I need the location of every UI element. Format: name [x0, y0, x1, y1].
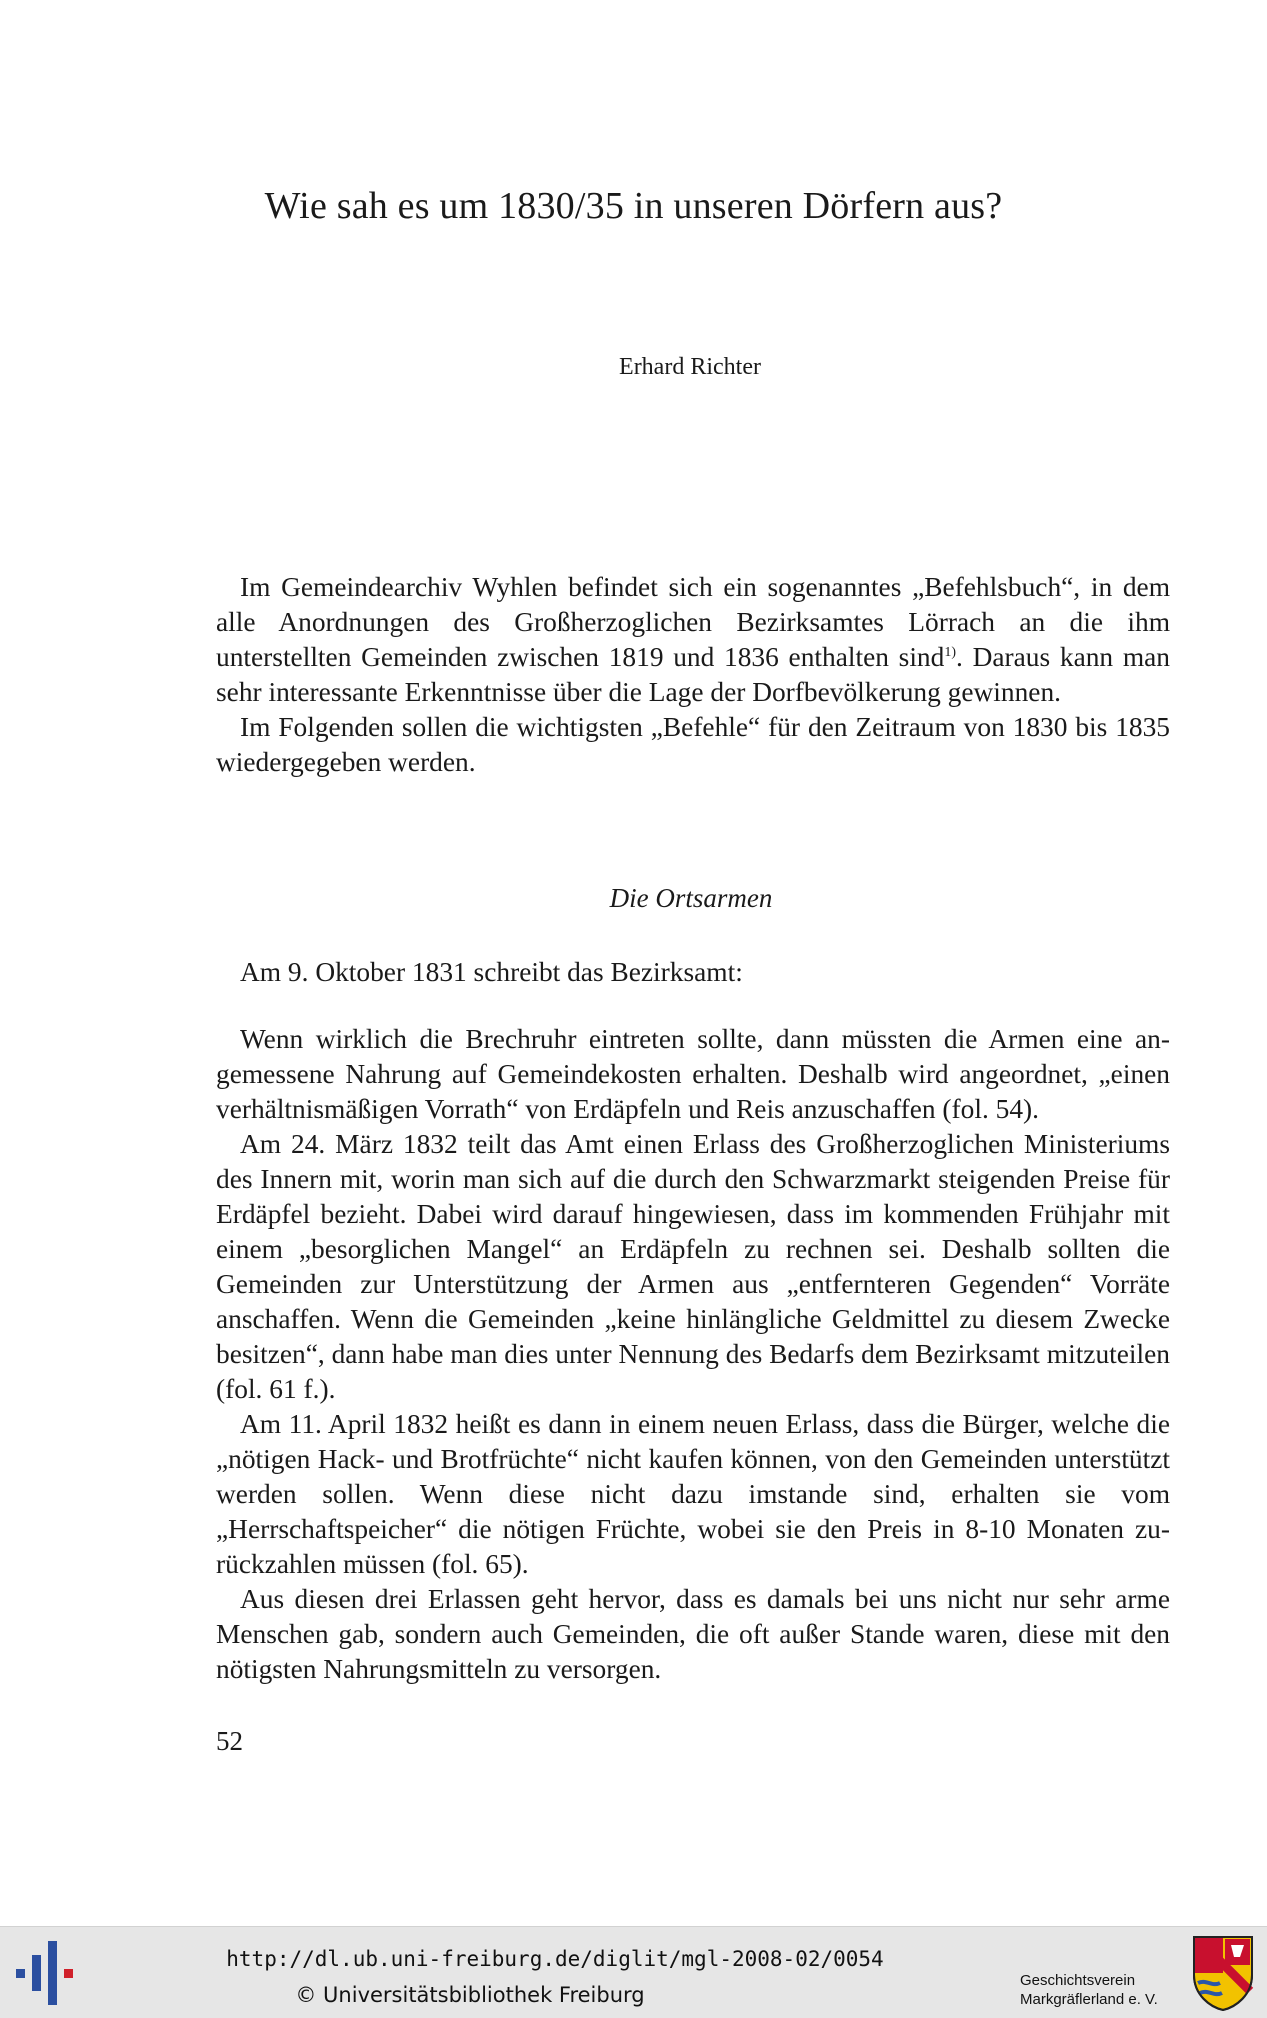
footer-url-link[interactable]: http://dl.ub.uni-freiburg.de/diglit/mgl-2008-02/0054 — [226, 1947, 884, 1971]
coat-of-arms-icon[interactable] — [1192, 1935, 1254, 2011]
footnote-marker[interactable]: 1) — [944, 645, 956, 660]
body-paragraph: Am 24. März 1832 teilt das Amt einen Erlass des Großherzoglichen Ministeriums des Innern mit, worin man sich auf die durch den Schwarzmarkt steigenden Preise für Erdäpfel bezieht. Dabei wird darauf hingewiesen, dass im kommenden Frühjahr mit einem „besorglichen Mangel“ an Erdäpfeln zu rechnen sei. Deshalb sollten die Gemeinden zur Unterstützung der Armen aus „entfernteren Gegenden“ Vorräte anschaffen. Wenn die Gemeinden „keine hinlängliche Geldmittel zu diesem Zwecke besitzen“, dann habe man dies unter Nennung des Bedarfs dem Bezirksamt mitzuteilen (fol. 61 f.). — [216, 1129, 1170, 1404]
intro-paragraph: Im Folgenden sollen die wichtigsten „Befehle“ für den Zeitraum von 1830 bis 1835 wiedergegeben werden. — [216, 712, 1170, 777]
footer-bar — [0, 1926, 1267, 2018]
intro-text: Im Gemeindearchiv Wyhlen befindet sich ein sogenanntes „Befehlsbuch“, in dem alle Anordnungen des Großherzoglichen Bezirksamtes Lörrach an die ihm unterstellten Gemeinden zwischen 1819 und 1836 enthalten sind — [216, 572, 1170, 672]
page-number: 52 — [216, 1726, 243, 1756]
intro-paragraph — [216, 570, 1170, 710]
body-paragraph: Am 11. April 1832 heißt es dann in einem neuen Erlass, dass die Bürger, welche die „nötigen Hack- und Brotfrüchte“ nicht kaufen können, von den Gemeinden unterstützt werden sollen. Wenn diese nicht dazu imstande sind, erhalten sie vom „Herrschaftspeicher“ die nötigen Früchte, wobei sie den Preis in 8-10 Monaten zurückzahlen müssen (fol. 65). — [216, 1409, 1170, 1579]
society-line-2: Markgräflerland e. V. — [1020, 1991, 1158, 2008]
article-title: Wie sah es um 1830/35 in unseren Dörfern aus? — [264, 185, 1003, 227]
body-paragraph: Aus diesen drei Erlassen geht hervor, dass es damals bei uns nicht nur sehr arme Menschen gab, sondern auch Gemeinden, die oft außer Stande waren, diese mit den nötigsten Nahrungsmitteln zu versorgen. — [216, 1584, 1170, 1684]
article-author: Erhard Richter — [619, 354, 761, 380]
footer-copyright: © Universitätsbibliothek Freiburg — [295, 1983, 645, 2007]
dateline: Am 9. Oktober 1831 schreibt das Bezirksamt: — [240, 957, 743, 987]
section-heading: Die Ortsarmen — [609, 883, 773, 913]
body-paragraph: Wenn wirklich die Brechruhr eintreten sollte, dann müssten die Armen eine angemessene Nahrung auf Gemeindekosten erhalten. Deshalb wird angeordnet, „einen verhältnismäßigen Vorrath“ von Erdäpfeln und Reis anzuschaffen (fol. 54). — [216, 1024, 1170, 1124]
dateline-block — [216, 955, 1170, 990]
section-body — [216, 1022, 1170, 1687]
society-line-1: Geschichtsverein — [1020, 1972, 1136, 1989]
intro-section — [216, 570, 1170, 780]
footer-society-name — [1020, 1971, 1158, 2009]
intro-text-continued: . Daraus kann man sehr interessante Erkenntnisse über die Lage der Dorfbevölkerung gewinnen. — [216, 642, 1170, 707]
